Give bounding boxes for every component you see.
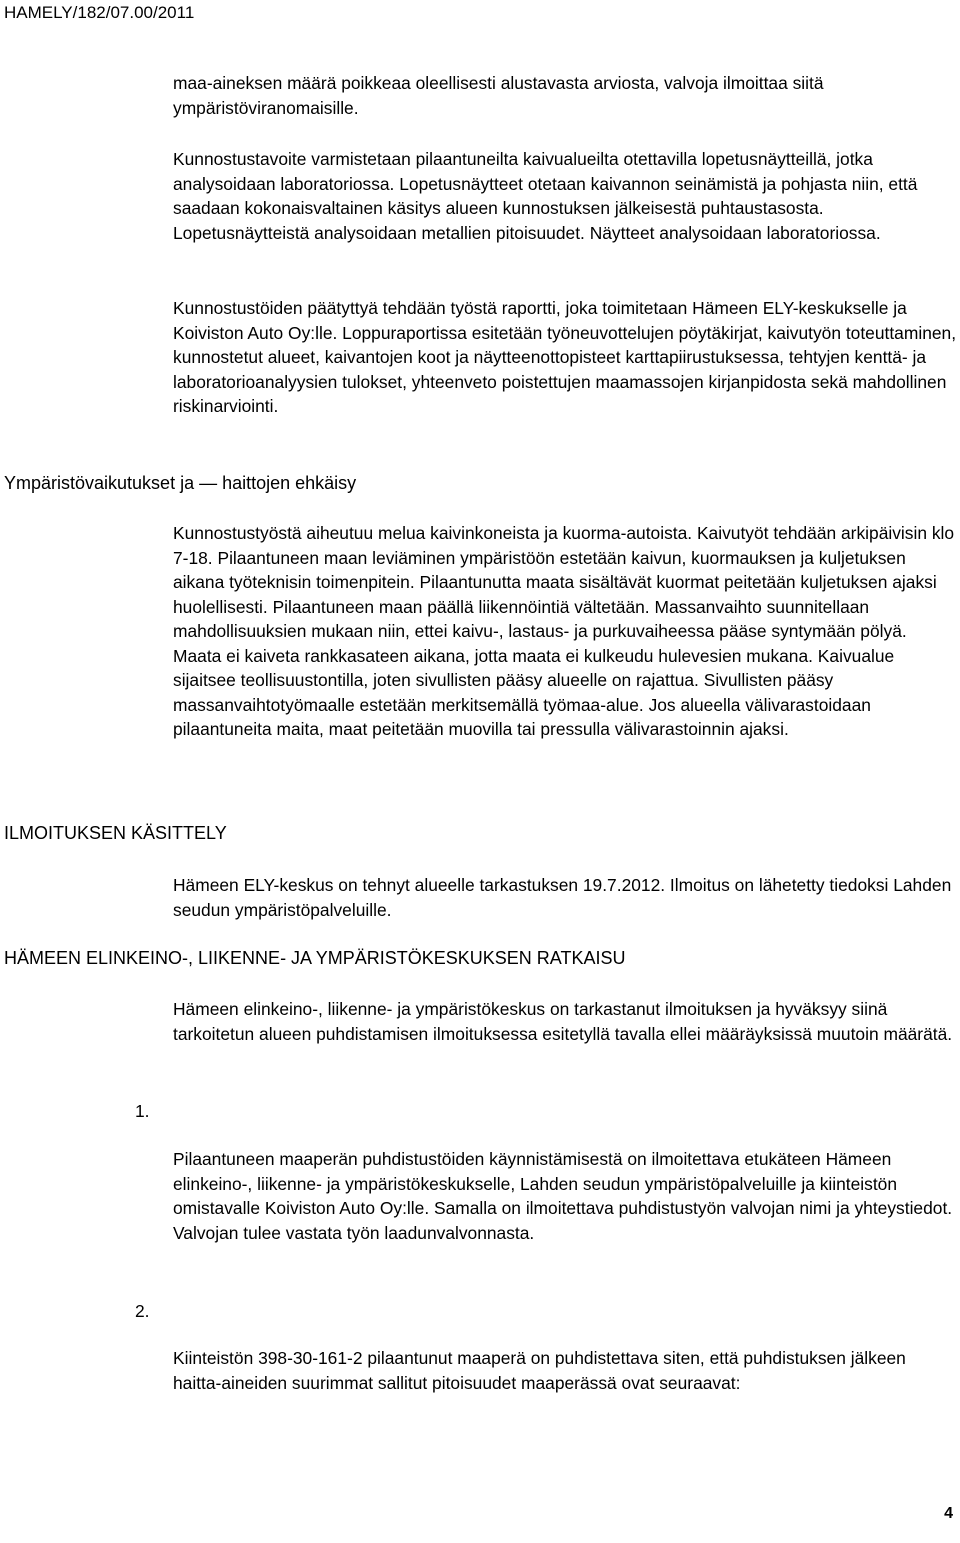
heading-notification-processing: ILMOITUKSEN KÄSITTELY	[4, 823, 227, 843]
heading-decision: HÄMEEN ELINKEINO-, LIIKENNE- JA YMPÄRISTÖKESKUKSEN RATKAISU	[4, 948, 626, 968]
heading-environmental-impacts: Ympäristövaikutukset ja — haittojen ehkäisy	[4, 473, 357, 493]
paragraph-approval: Hämeen elinkeino-, liikenne- ja ympäristökeskus on tarkastanut ilmoituksen ja hyväksyy siinä tarkoitetun alueen puhdistamisen ilmoituksessa esitetyllä tavalla ellei määräyksissä muutoin määrätä.	[173, 999, 953, 1044]
paragraph-notice-requirement: Pilaantuneen maaperän puhdistustöiden käynnistämisestä on ilmoitettava etukäteen Hämeen elinkeino-, liikenne- ja ympäristökeskukselle, Lahden seudun ympäristöpalveluille ja kiinteistön omistavalle Koiviston Auto Oy:lle. Samalla on ilmoitettava puhdistustyön valvojan nimi ja yhteystiedot. Valvojan tulee vastata työn laadunvalvonnasta.	[173, 1149, 953, 1243]
paragraph-supervisor-notice: maa-aineksen määrä poikkeaa oleellisesti alustavasta arviosta, valvoja ilmoittaa siitä ympäristöviranomaisille.	[173, 73, 824, 118]
item-number-2: 2.	[135, 1301, 150, 1321]
paragraph-inspection: Hämeen ELY-keskus on tehnyt alueelle tarkastuksen 19.7.2012. Ilmoitus on lähetetty tiedoksi Lahden seudun ympäristöpalveluille.	[173, 875, 952, 920]
paragraph-cleanup-limits: Kiinteistön 398-30-161-2 pilaantunut maaperä on puhdistettava siten, että puhdistuksen jälkeen haitta-aineiden suurimmat sallitut pitoisuudet maaperässä ovat seuraavat:	[173, 1348, 906, 1393]
item-number-1: 1.	[135, 1101, 150, 1121]
document-id: HAMELY/182/07.00/2011	[4, 3, 195, 22]
paragraph-impact-prevention: Kunnostustyöstä aiheutuu melua kaivinkoneista ja kuorma-autoista. Kaivutyöt tehdään arkipäivisin klo 7-18. Pilaantuneen maan leviäminen ympäristöön estetään kaivun, kuormauksen ja kuljetuksen aikana työteknisin toimenpitein. Pilaantunutta maata sisältävät kuormat peitetään kuljetuksen ajaksi huolellisesti. Pilaantuneen maan päällä liikennöintiä vältetään. Massanvaihto suunnitellaan mahdollisuuksien mukaan niin, ettei kaivu-, lastaus- ja purkuvaiheessa pääse syntymään pölyä. Maata ei kaiveta rankkasateen aikana, jotta maata ei kulkeudu hulevesien mukana. Kaivualue sijaitsee teollisuustontilla, joten sivullisten pääsy alueelle on rajattua. Sivullisten pääsy massanvaihtotyömaalle estetään merkitsemällä työmaa-alue. Jos alueella välivarastoidaan pilaantuneita maita, maat peitetään muovilla tai pressulla välivarastoinnin ajaksi.	[173, 523, 955, 739]
page-number: 4	[944, 1505, 953, 1522]
paragraph-final-report: Kunnostustöiden päätyttyä tehdään työstä raportti, joka toimitetaan Hämeen ELY-keskukselle ja Koiviston Auto Oy:lle. Loppuraportissa esitetään työneuvottelujen pöytäkirjat, kaivutyön toteuttaminen, kunnostetut alueet, kaivantojen koot ja näytteenottopisteet karttapiirustuksessa, tehtyjen kenttä- ja laboratorioanalyysien tulokset, yhteenveto poistettujen maamassojen kirjanpidosta sekä mahdollinen riskinarviointi.	[173, 298, 957, 416]
paragraph-final-samples: Kunnostustavoite varmistetaan pilaantuneilta kaivualueilta otettavilla lopetusnäytteillä, jotka analysoidaan laboratoriossa. Lopetusnäytteet otetaan kaivannon seinämistä ja pohjasta niin, että saadaan kokonaisvaltainen käsitys alueen kunnostuksen jälkeisestä puhtaustasosta. Lopetusnäytteistä analysoidaan metallien pitoisuudet. Näytteet analysoidaan laboratoriossa.	[173, 149, 918, 243]
